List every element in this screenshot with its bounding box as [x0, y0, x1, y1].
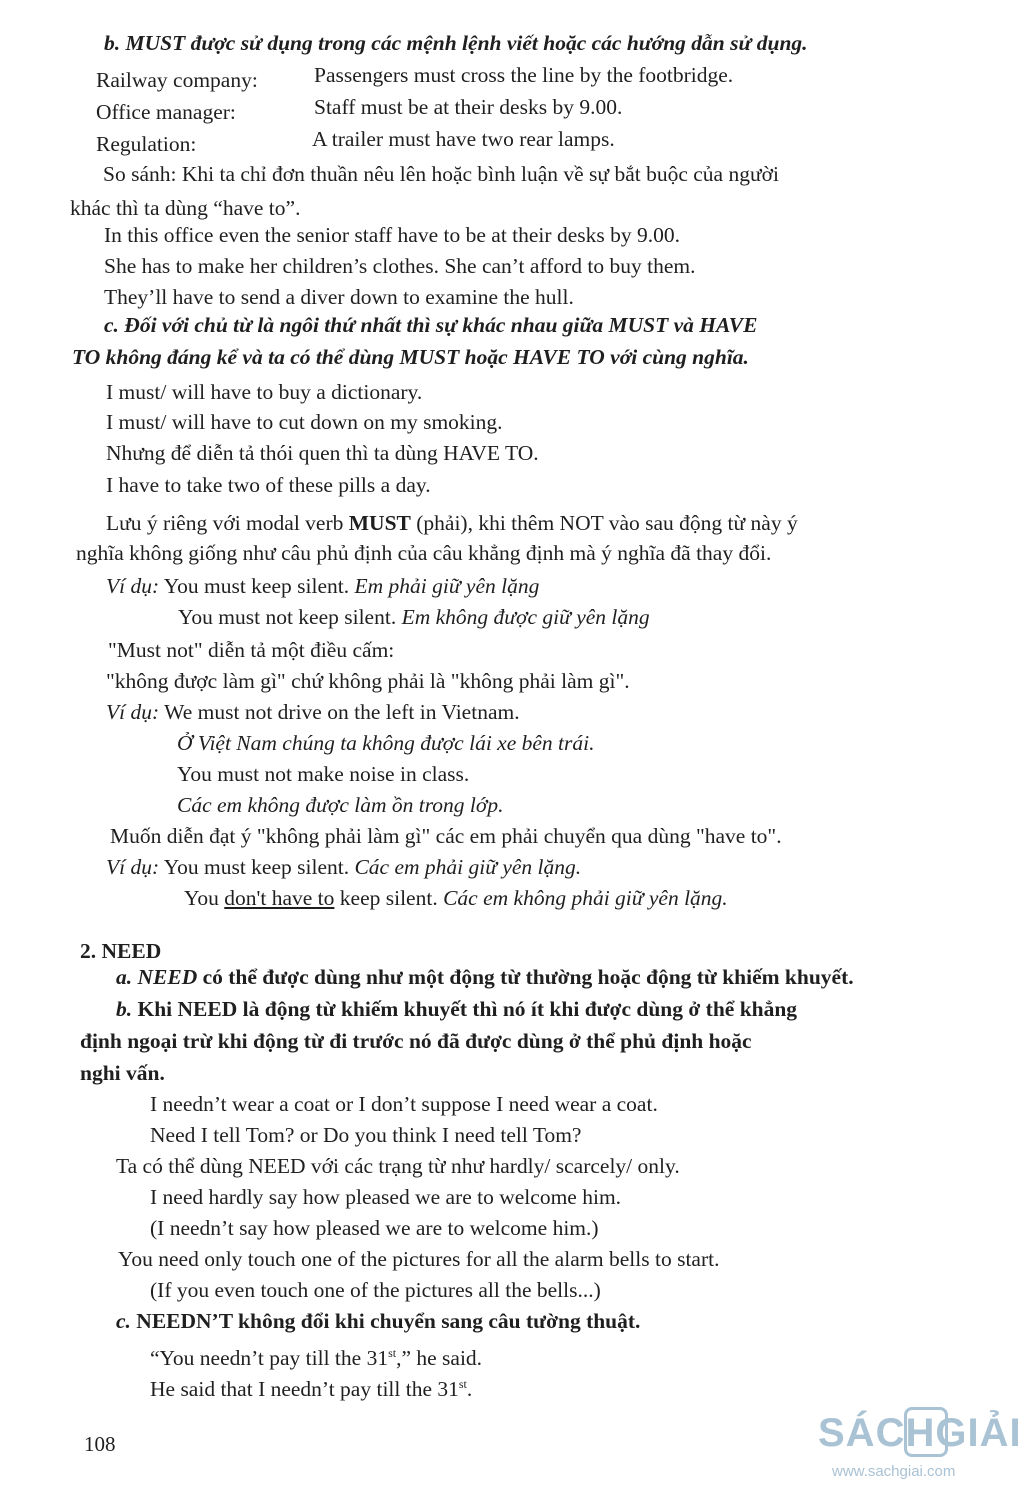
- example-line: [184, 885, 728, 911]
- example-english: You must keep silent.: [159, 855, 355, 879]
- example-line: [106, 573, 539, 599]
- example-translation: Các em phải giữ yên lặng.: [354, 855, 582, 879]
- example-translation: Các em không được làm ồn trong lớp.: [177, 793, 504, 817]
- example-label: Railway company:: [96, 68, 258, 92]
- example-translation: Các em không phải giữ yên lặng.: [443, 886, 728, 910]
- note-paragraph-line: [106, 510, 798, 536]
- rule-text: Khi NEED là động từ khiếm khuyết thì nó ít khi được dùng ở thể khẳng: [132, 997, 798, 1021]
- paragraph-line: So sánh: Khi ta chỉ đơn thuần nêu lên hoặc bình luận về sự bắt buộc của người: [103, 162, 779, 186]
- example-line: [106, 854, 581, 880]
- example-prefix: Ví dụ:: [106, 700, 160, 724]
- example-sentence: (If you even touch one of the pictures all the bells...): [150, 1278, 601, 1302]
- rule-text: NEEDN’T không đổi khi chuyển sang câu tường thuật.: [130, 1309, 641, 1333]
- example-sentence: I must/ will have to cut down on my smoking.: [106, 410, 503, 434]
- section-heading-must-c-cont: TO không đáng kể và ta có thể dùng MUST hoặc HAVE TO với cùng nghĩa.: [72, 345, 749, 369]
- watermark-url: www.sachgiai.com: [832, 1463, 956, 1480]
- example-translation: Em phải giữ yên lặng: [354, 574, 540, 598]
- example-line: [96, 67, 258, 93]
- example-label: Office manager:: [96, 100, 236, 124]
- example-sentence: I needn’t wear a coat or I don’t suppose I need wear a coat.: [150, 1092, 658, 1116]
- ordinal-suffix: st: [458, 1377, 467, 1391]
- note-paragraph-line: nghĩa không giống như câu phủ định của câu khẳng định mà ý nghĩa đã thay đổi.: [76, 541, 772, 565]
- example-line: [178, 604, 650, 630]
- example-sentence: I have to take two of these pills a day.: [106, 473, 431, 497]
- paragraph-line: khác thì ta dùng “have to”.: [70, 196, 301, 220]
- example-english: keep silent.: [334, 886, 444, 910]
- example-english: .: [466, 1377, 473, 1402]
- section-title-need: 2. NEED: [80, 939, 162, 963]
- note-text: Lưu ý riêng với modal verb: [106, 511, 349, 535]
- watermark-word: SÁCHGIẢI: [818, 1411, 1022, 1455]
- need-rule-c: [116, 1308, 640, 1334]
- ordinal-suffix: st: [388, 1346, 397, 1360]
- example-sentence: I need hardly say how pleased we are to welcome him.: [150, 1185, 622, 1209]
- example-english: He said that I needn’t pay till the 31: [150, 1377, 459, 1402]
- paragraph-line: "Must not" diễn tả một điều cấm:: [108, 638, 395, 662]
- paragraph-line: Ta có thể dùng NEED với các trạng từ như hardly/ scarcely/ only.: [116, 1154, 680, 1178]
- example-translation: Em không được giữ yên lặng: [401, 605, 650, 629]
- example-sentence: You need only touch one of the pictures for all the alarm bells to start.: [118, 1247, 720, 1271]
- example-sentence: She has to make her children’s clothes. She can’t afford to buy them.: [104, 254, 696, 278]
- example-sentence: I must/ will have to buy a dictionary.: [106, 380, 423, 404]
- paragraph-line: Muốn diễn đạt ý "không phải làm gì" các em phải chuyển qua dùng "have to".: [110, 824, 782, 848]
- rule-label: c.: [116, 1309, 131, 1333]
- example-english: You must not keep silent.: [178, 605, 402, 629]
- example-prefix: Ví dụ:: [106, 574, 160, 598]
- paragraph-line: Nhưng để diễn tả thói quen thì ta dùng HAVE TO.: [106, 441, 539, 465]
- example-english: You: [184, 886, 225, 910]
- example-sentence: [150, 1371, 472, 1402]
- example-prefix: Ví dụ:: [106, 855, 160, 879]
- example-english: You must keep silent.: [159, 574, 355, 598]
- section-heading-must-c: c. Đối với chủ từ là ngôi thứ nhất thì sự khác nhau giữa MUST và HAVE: [104, 313, 758, 337]
- rule-label: a. NEED: [116, 965, 198, 989]
- example-sentence: Need I tell Tom? or Do you think I need tell Tom?: [150, 1123, 582, 1147]
- need-rule-a: [116, 964, 854, 990]
- example-sentence: (I needn’t say how pleased we are to welcome him.): [150, 1216, 599, 1240]
- section-heading-must-b: b. MUST được sử dụng trong các mệnh lệnh viết hoặc các hướng dẫn sử dụng.: [104, 31, 808, 55]
- example-sentence: Staff must be at their desks by 9.00.: [314, 95, 623, 119]
- rule-label: b.: [116, 997, 133, 1021]
- example-translation: Ở Việt Nam chúng ta không được lái xe bên trái.: [177, 731, 595, 755]
- example-label: Regulation:: [96, 132, 197, 156]
- example-sentence: [150, 1340, 482, 1371]
- example-sentence: They’ll have to send a diver down to examine the hull.: [104, 285, 574, 309]
- need-rule-b-cont: nghi vấn.: [80, 1061, 165, 1085]
- paragraph-line: "không được làm gì" chứ không phải là "không phải làm gì".: [106, 669, 630, 693]
- need-rule-b: [116, 996, 797, 1022]
- example-line: [106, 699, 520, 725]
- example-sentence: A trailer must have two rear lamps.: [312, 127, 615, 151]
- need-rule-b-cont: định ngoại trừ khi động từ đi trước nó đã được dùng ở thể phủ định hoặc: [80, 1029, 752, 1053]
- example-english: You must not make noise in class.: [177, 762, 470, 786]
- underlined-phrase: don't have to: [224, 886, 335, 910]
- example-sentence: In this office even the senior staff have to be at their desks by 9.00.: [104, 223, 680, 247]
- note-keyword-must: MUST: [348, 511, 411, 535]
- example-sentence: Passengers must cross the line by the footbridge.: [314, 63, 734, 87]
- example-english: “You needn’t pay till the 31: [150, 1346, 389, 1371]
- rule-text: có thể được dùng như một động từ thường hoặc động từ khiếm khuyết.: [197, 965, 854, 989]
- example-english: We must not drive on the left in Vietnam.: [159, 700, 520, 724]
- page-number: 108: [84, 1432, 116, 1456]
- example-english: ,” he said.: [396, 1346, 483, 1371]
- watermark-logo: [818, 1407, 1022, 1485]
- note-text: (phải), khi thêm NOT vào sau động từ này ý: [410, 511, 798, 535]
